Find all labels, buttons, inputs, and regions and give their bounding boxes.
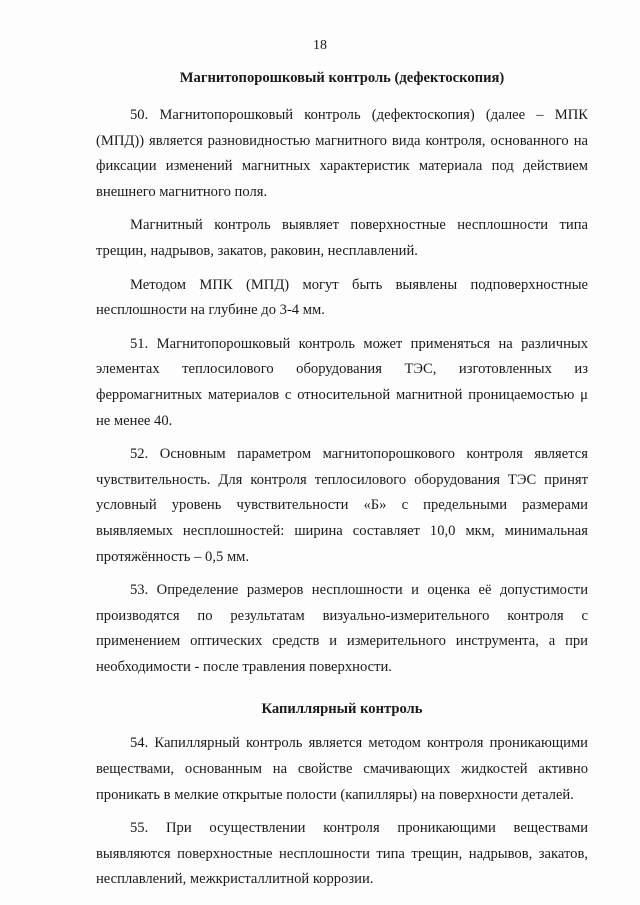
section-heading-magnetic: Магнитопорошковый контроль (дефектоскопия): [179, 70, 505, 86]
paragraph-50: 50. Магнитопорошковый контроль (дефектоскопия) (далее – МПК (МПД)) является разновидностью магнитного вида контроля, основанного на фиксации изменений магнитных характеристик материала под действием внешнего магнитного поля.: [96, 107, 588, 200]
paragraph-54: 54. Капиллярный контроль является методом контроля проникающими веществами, основанным на свойстве смачивающих жидкостей активно проникать в мелкие открытые полости (капилляры) на поверхности деталей.: [96, 735, 588, 803]
paragraph-55: 55. При осуществлении контроля проникающими веществами выявляются поверхностные несплошности типа трещин, надрывов, закатов, несплавлений, межкристаллитной коррозии.: [96, 820, 588, 888]
paragraph-53: 53. Определение размеров несплошности и оценка её допустимости производятся по результатам визуально-измерительного контроля с применением оптических средств и измерительного инструмента, а при необходимости - после травления поверхности.: [96, 582, 588, 675]
paragraph-52: 52. Основным параметром магнитопорошкового контроля является чувствительность. Для контроля теплосилового оборудования ТЭС принят условный уровень чувствительности «Б» с предельными размерами выявляемых несплошностей: ширина составляет 10,0 мкм, минимальная протяжённость – 0,5 мм.: [96, 446, 588, 565]
paragraph-51: 51. Магнитопорошковый контроль может применяться на различных элементах теплосилового оборудования ТЭС, изготовленных из ферромагнитных материалов с относительной магнитной проницаемостью μ не менее 40.: [96, 335, 588, 429]
paragraph-magnetic-detects: Магнитный контроль выявляет поверхностные несплошности типа трещин, надрывов, закатов, раковин, несплавлений.: [96, 217, 588, 259]
page-content: [96, 66, 588, 901]
paragraph-subsurface: Методом МПК (МПД) могут быть выявлены подповерхностные несплошности на глубине до 3-4 мм.: [96, 276, 588, 319]
page-number: 18: [313, 38, 327, 53]
section-heading-capillary: Капиллярный контроль: [261, 701, 423, 718]
